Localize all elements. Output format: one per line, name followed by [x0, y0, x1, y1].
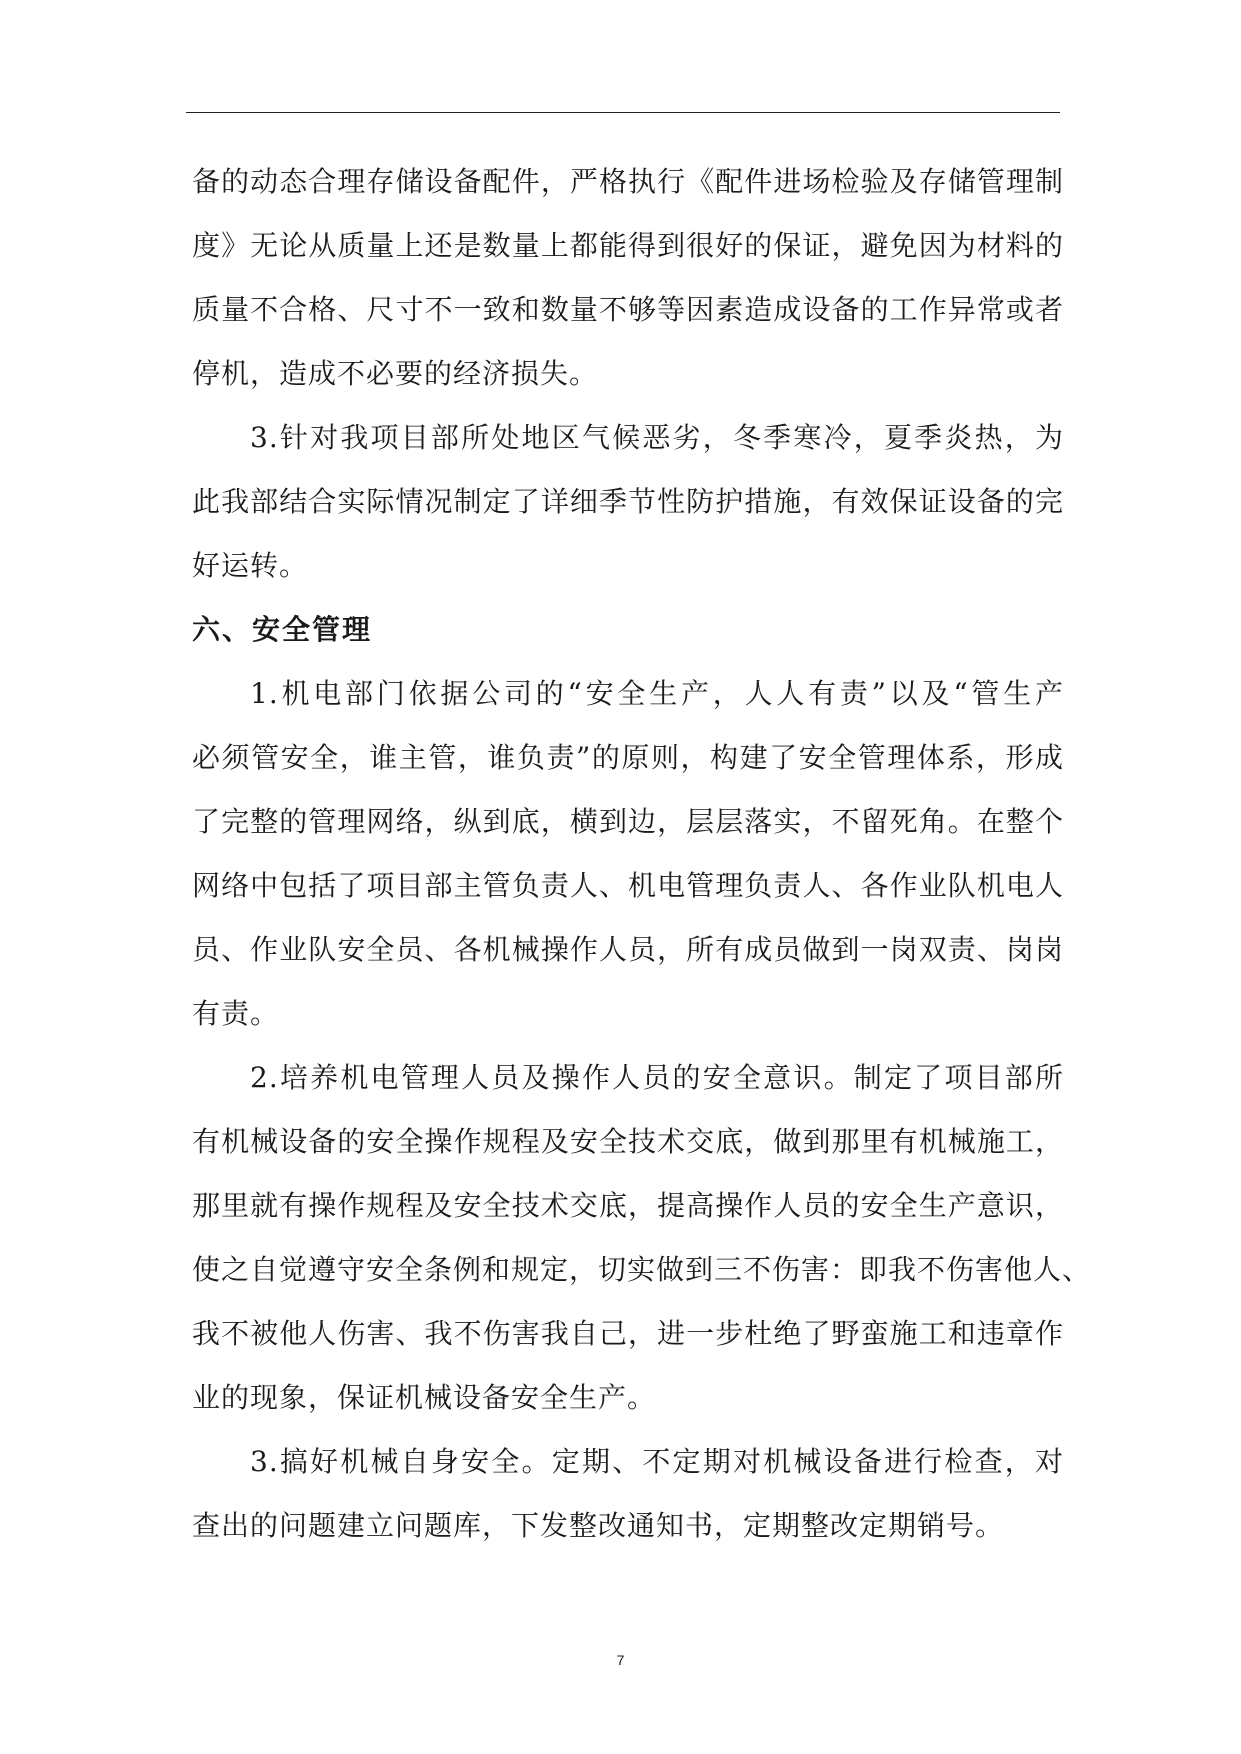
section-heading: 六、安全管理 [192, 613, 373, 646]
text-line: 停机，造成不必要的经济损失。 [192, 357, 599, 390]
text-line: 那里就有操作规程及安全技术交底，提高操作人员的安全生产意识， [192, 1189, 1064, 1222]
paragraph-continued [192, 150, 1064, 406]
text-line: 必须管安全，谁主管，谁负责”的原则，构建了安全管理体系，形成 [192, 741, 1064, 774]
document-body [192, 150, 1092, 1558]
text-line: 此我部结合实际情况制定了详细季节性防护措施，有效保证设备的完 [192, 485, 1064, 518]
page-number: 7 [616, 1652, 625, 1668]
paragraph-safety-2 [192, 1046, 1092, 1430]
text-line: 网络中包括了项目部主管负责人、机电管理负责人、各作业队机电人 [192, 869, 1064, 902]
text-line: 质量不合格、尺寸不一致和数量不够等因素造成设备的工作异常或者 [192, 293, 1064, 326]
text-line: 员、作业队安全员、各机械操作人员，所有成员做到一岗双责、岗岗 [192, 933, 1064, 966]
text-line: 好运转。 [192, 549, 309, 582]
text-line: 3.针对我项目部所处地区气候恶劣，冬季寒冷，夏季炎热，为 [250, 421, 1064, 454]
text-line: 2.培养机电管理人员及操作人员的安全意识。制定了项目部所 [250, 1061, 1064, 1094]
text-line: 我不被他人伤害、我不伤害我自己，进一步杜绝了野蛮施工和违章作 [192, 1317, 1064, 1350]
paragraph-item-3 [192, 406, 1064, 598]
text-line: 有机械设备的安全操作规程及安全技术交底，做到那里有机械施工， [192, 1125, 1064, 1158]
header-rule [186, 112, 1060, 113]
text-line: 3.搞好机械自身安全。定期、不定期对机械设备进行检查，对 [250, 1445, 1064, 1478]
text-line: 业的现象，保证机械设备安全生产。 [192, 1381, 657, 1414]
text-line: 了完整的管理网络，纵到底，横到边，层层落实，不留死角。在整个 [192, 805, 1064, 838]
text-line: 有责。 [192, 997, 280, 1030]
text-line: 度》无论从质量上还是数量上都能得到很好的保证，避免因为材料的 [192, 229, 1064, 262]
paragraph-safety-3 [192, 1430, 1064, 1558]
text-line: 1.机电部门依据公司的“安全生产，人人有责”以及“管生产 [250, 677, 1064, 710]
text-line: 查出的问题建立问题库，下发整改通知书，定期整改定期销号。 [192, 1509, 1005, 1542]
paragraph-safety-1 [192, 662, 1064, 1046]
text-line: 使之自觉遵守安全条例和规定，切实做到三不伤害：即我不伤害他人、 [192, 1253, 1092, 1286]
text-line: 备的动态合理存储设备配件，严格执行《配件进场检验及存储管理制 [192, 165, 1064, 198]
